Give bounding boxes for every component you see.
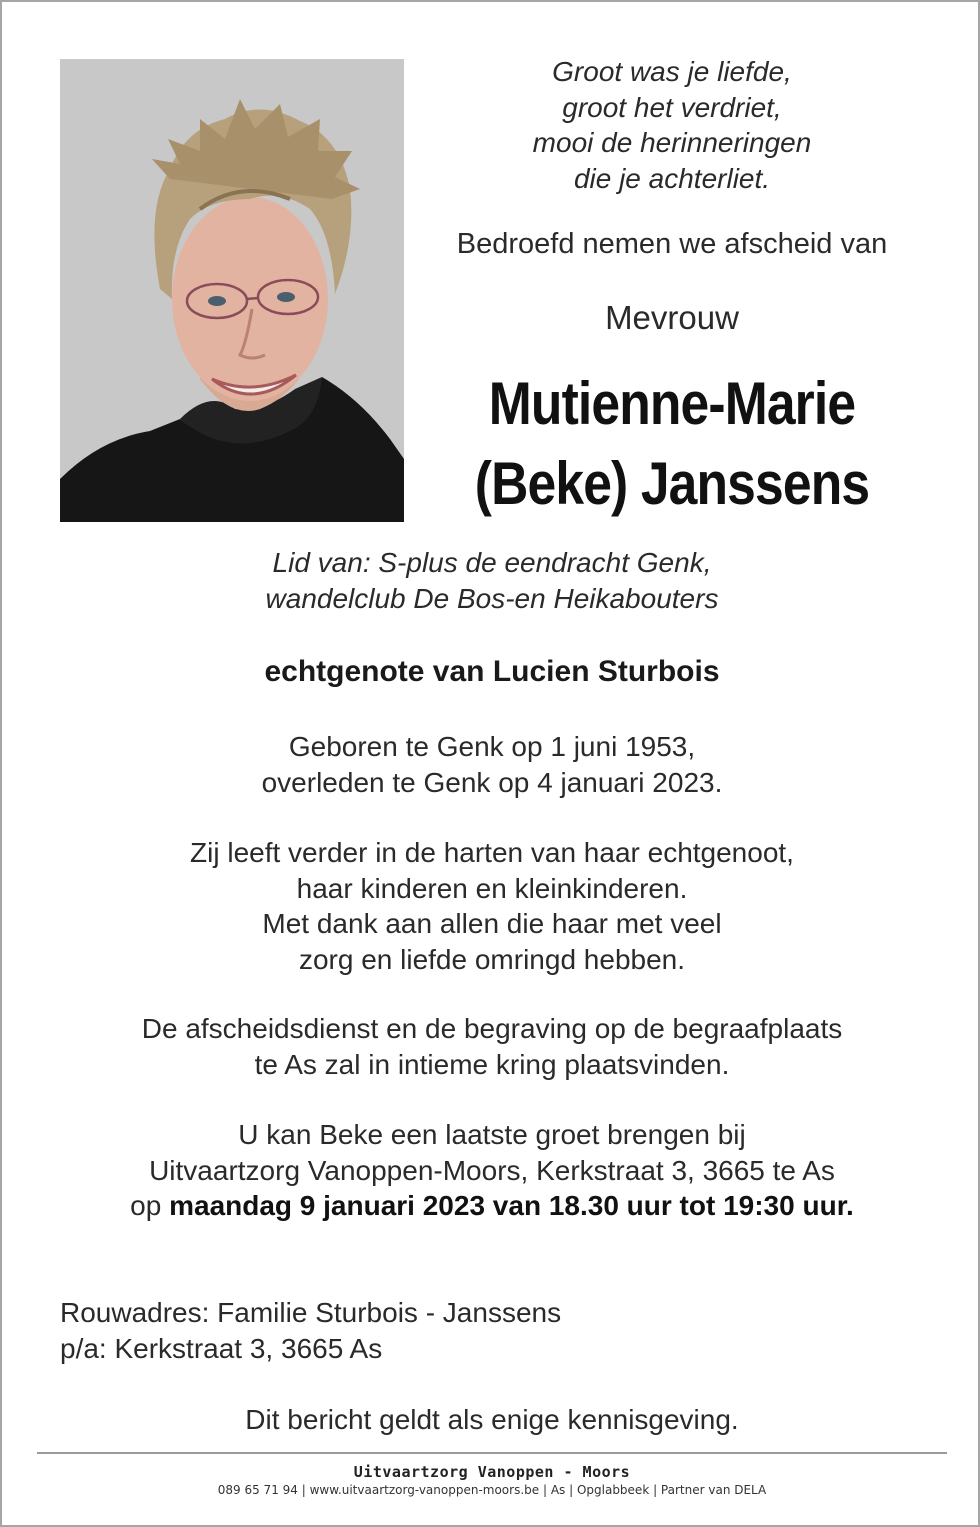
visitation-time-line (2, 1188, 980, 1224)
address-line: Rouwadres: Familie Sturbois - Janssens (60, 1297, 562, 1328)
memorial-poem (422, 54, 922, 196)
name-line: (Beke) Janssens (474, 450, 870, 517)
remembrance-line: Met dank aan allen die haar met veel (262, 908, 722, 939)
life-dates (2, 729, 980, 800)
portrait-photo (60, 59, 404, 522)
visitation-line: U kan Beke een laatste groet brengen bij (238, 1119, 746, 1150)
visitation-time: maandag 9 januari 2023 van 18.30 uur tot 19:30 uur. (169, 1190, 854, 1221)
visitation-line: Uitvaartzorg Vanoppen-Moors, Kerkstraat 3, 3665 te As (149, 1154, 835, 1186)
funeral-home-contact: 089 65 71 94 | www.uitvaartzorg-vanoppen-moors.be | As | Opglabbeek | Partner van DELA (217, 1483, 767, 1497)
remembrance-line: haar kinderen en kleinkinderen. (296, 872, 688, 904)
footer-divider (37, 1452, 947, 1454)
farewell-intro: Bedroefd nemen we afscheid van (456, 228, 888, 260)
poem-line: mooi de herinneringen (532, 127, 812, 158)
poem-line: Groot was je liefde, (552, 56, 792, 87)
membership-line: Lid van: S-plus de eendracht Genk, (272, 547, 712, 578)
remembrance-text (2, 835, 980, 977)
service-line: De afscheidsdienst en de begraving op de begraafplaats (141, 1013, 843, 1044)
notice-text: Dit bericht geldt als enige kennisgeving. (245, 1404, 739, 1435)
visitation-prefix: op (130, 1190, 170, 1221)
death-line: overleden te Genk op 4 januari 2023. (261, 766, 723, 798)
remembrance-line: zorg en liefde omringd hebben. (298, 943, 686, 975)
service-info (2, 1011, 980, 1082)
mourning-address (60, 1295, 561, 1367)
membership-line: wandelclub De Bos-en Heikabouters (265, 582, 719, 614)
poem-line: groot het verdriet, (562, 91, 782, 123)
membership-info (2, 545, 980, 616)
visitation-info (2, 1117, 980, 1224)
honorific: Mevrouw (605, 299, 739, 336)
deceased-name (448, 364, 895, 524)
birth-line: Geboren te Genk op 1 juni 1953, (288, 731, 696, 762)
portrait-illustration (60, 59, 404, 522)
remembrance-line: Zij leeft verder in de harten van haar echtgenoot, (190, 837, 794, 868)
service-line: te As zal in intieme kring plaatsvinden. (254, 1048, 730, 1080)
address-line: p/a: Kerkstraat 3, 3665 As (60, 1333, 383, 1364)
spouse-line: echtgenote van Lucien Sturbois (264, 655, 720, 688)
funeral-home-name: Uitvaartzorg Vanoppen - Moors (353, 1463, 631, 1481)
name-line: Mutienne-Marie (488, 370, 856, 437)
poem-line: die je achterliet. (573, 162, 771, 194)
